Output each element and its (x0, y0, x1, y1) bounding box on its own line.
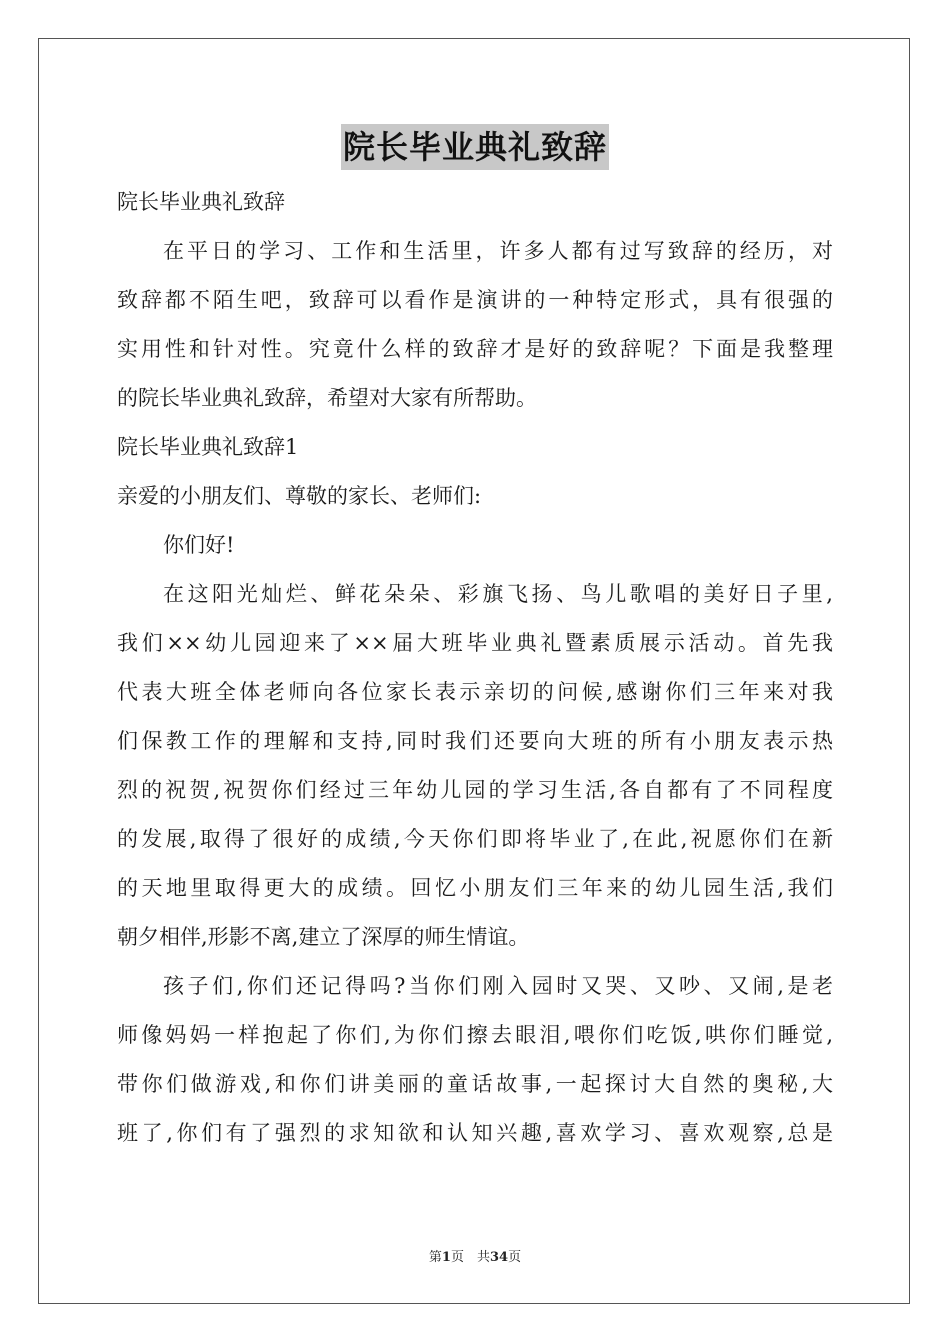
body-line-12: 班了,你们有了强烈的求知欲和认知兴趣,喜欢学习、喜欢观察,总是 (117, 1121, 833, 1145)
salutation-line: 亲爱的小朋友们、尊敬的家长、老师们: (117, 484, 482, 508)
body-line-6: 的发展,取得了很好的成绩,今天你们即将毕业了,在此,祝愿你们在新 (117, 827, 833, 851)
body-line-9: 孩子们,你们还记得吗?当你们刚入园时又哭、又吵、又闹,是老 (163, 974, 833, 998)
subtitle-line: 院长毕业典礼致辞 (117, 190, 285, 214)
body-line-3: 代表大班全体老师向各位家长表示亲切的问候,感谢你们三年来对我 (117, 680, 833, 704)
intro-line-2: 致辞都不陌生吧，致辞可以看作是演讲的一种特定形式，具有很强的 (117, 288, 833, 312)
footer-page-number: 1 (441, 1250, 451, 1265)
document-body (117, 178, 833, 1158)
body-line-8: 朝夕相伴,形影不离,建立了深厚的师生情谊。 (117, 925, 530, 949)
greeting-line: 你们好! (163, 533, 235, 557)
body-line-1: 在这阳光灿烂、鲜花朵朵、彩旗飞扬、鸟儿歌唱的美好日子里, (163, 582, 833, 606)
footer-suffix: 页 (508, 1250, 522, 1265)
intro-line-3: 实用性和针对性。究竟什么样的致辞才是好的致辞呢？下面是我整理 (117, 337, 833, 361)
intro-line-4: 的院长毕业典礼致辞，希望对大家有所帮助。 (117, 386, 537, 410)
intro-line-1: 在平日的学习、工作和生活里，许多人都有过写致辞的经历，对 (163, 239, 833, 263)
body-line-5: 烈的祝贺,祝贺你们经过三年幼儿园的学习生活,各自都有了不同程度 (117, 778, 833, 802)
body-line-11: 带你们做游戏,和你们讲美丽的童话故事,一起探讨大自然的奥秘,大 (117, 1072, 833, 1096)
body-line-7: 的天地里取得更大的成绩。回忆小朋友们三年来的幼儿园生活,我们 (117, 876, 833, 900)
page-footer (0, 1246, 950, 1265)
document-title: 院长毕业典礼致辞 (341, 124, 609, 170)
footer-prefix: 第 (428, 1250, 442, 1265)
section-heading-1: 院长毕业典礼致辞1 (117, 435, 299, 459)
body-line-2: 我们××幼儿园迎来了××届大班毕业典礼暨素质展示活动。首先我 (117, 631, 833, 655)
body-line-4: 们保教工作的理解和支持,同时我们还要向大班的所有小朋友表示热 (117, 729, 833, 753)
title-container (0, 124, 950, 170)
footer-page-total: 34 (489, 1250, 509, 1265)
body-line-10: 师像妈妈一样抱起了你们,为你们擦去眼泪,喂你们吃饭,哄你们睡觉, (117, 1023, 833, 1047)
footer-mid: 页 共 (450, 1250, 490, 1265)
